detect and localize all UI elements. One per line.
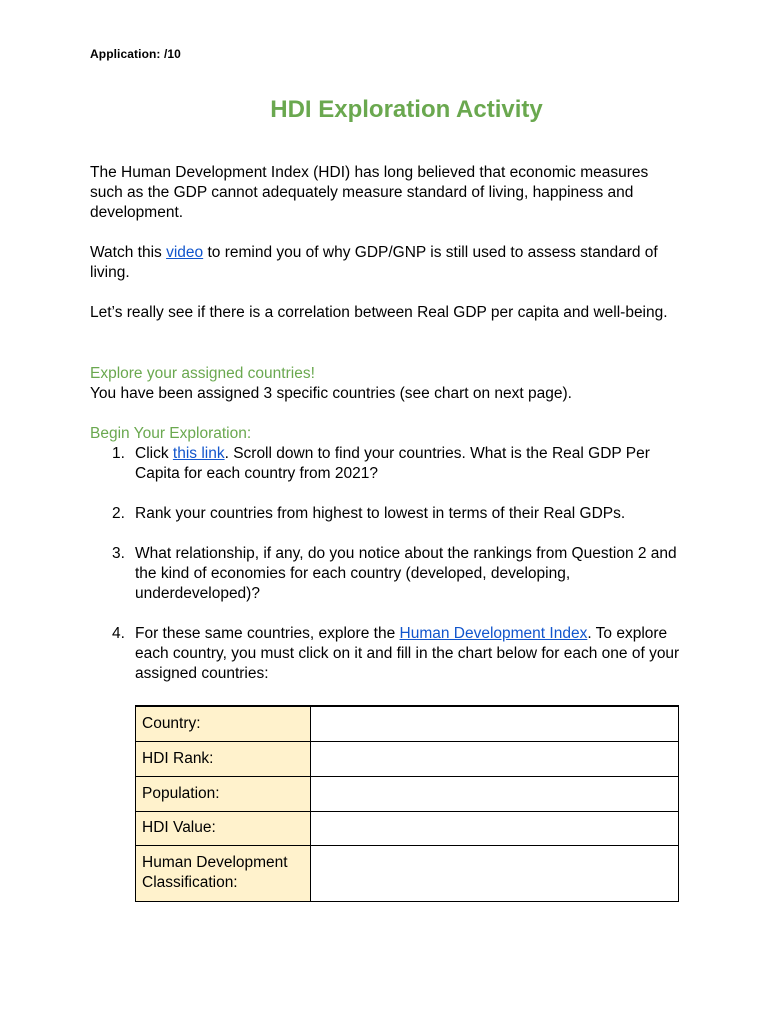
question-text: What relationship, if any, do you notice about the rankings from Question 2 and the kind of economies for each country (developed, developing, underdeveloped)? [135, 545, 677, 602]
explore-text: You have been assigned 3 specific countries (see chart on next page). [90, 385, 572, 402]
question-2 [90, 504, 680, 524]
hdi-value-input-cell[interactable] [311, 811, 679, 845]
begin-heading: Begin Your Exploration: [90, 425, 252, 442]
table-row [136, 776, 679, 811]
population-label: Population: [136, 776, 311, 811]
table-row [136, 706, 679, 741]
question-text-before: Click [135, 445, 173, 462]
question-text-after: . To explore each country, you must click on it and fill in the chart below for each one of your assigned countries: [135, 625, 680, 682]
question-text-after: . Scroll down to find your countries. What is the Real GDP Per Capita for each country from 2021? [135, 445, 650, 482]
explore-heading: Explore your assigned countries! [90, 365, 315, 382]
question-1 [90, 444, 680, 484]
human-development-index-link[interactable]: Human Development Index [399, 625, 588, 642]
watch-text-after: to remind you of why GDP/GNP is still used to assess standard of living. [90, 244, 658, 281]
question-4 [90, 624, 680, 684]
watch-paragraph [90, 243, 680, 283]
question-text-before: For these same countries, explore the [135, 625, 400, 642]
hdi-rank-input-cell[interactable] [311, 741, 679, 776]
question-number: 3. [112, 545, 125, 562]
intro-paragraph: The Human Development Index (HDI) has long believed that economic measures such as the GDP cannot adequately measure standard of living, happiness and development. [90, 164, 649, 221]
application-score-label: Application: /10 [90, 47, 181, 61]
classification-input-cell[interactable] [311, 845, 679, 901]
table-row [136, 811, 679, 845]
watch-text-before: Watch this [90, 244, 167, 261]
hdi-value-label: HDI Value: [136, 811, 311, 845]
table-row [136, 741, 679, 776]
classification-label: Human Development Classification: [136, 845, 311, 901]
this-link[interactable]: this link [172, 445, 225, 462]
hdi-rank-label: HDI Rank: [136, 741, 311, 776]
question-list [90, 444, 680, 684]
table-row [136, 845, 679, 901]
video-link[interactable]: video [166, 244, 204, 261]
question-number: 4. [112, 625, 125, 642]
question-3 [90, 544, 680, 604]
question-number: 1. [112, 445, 125, 462]
hdi-chart-table [135, 705, 679, 902]
page-title: HDI Exploration Activity [270, 96, 543, 123]
question-number: 2. [112, 505, 125, 522]
correlation-paragraph: Let’s really see if there is a correlation between Real GDP per capita and well-being. [90, 304, 668, 321]
question-text: Rank your countries from highest to lowest in terms of their Real GDPs. [135, 505, 626, 522]
country-label: Country: [136, 706, 311, 741]
country-input-cell[interactable] [311, 706, 679, 741]
population-input-cell[interactable] [311, 776, 679, 811]
